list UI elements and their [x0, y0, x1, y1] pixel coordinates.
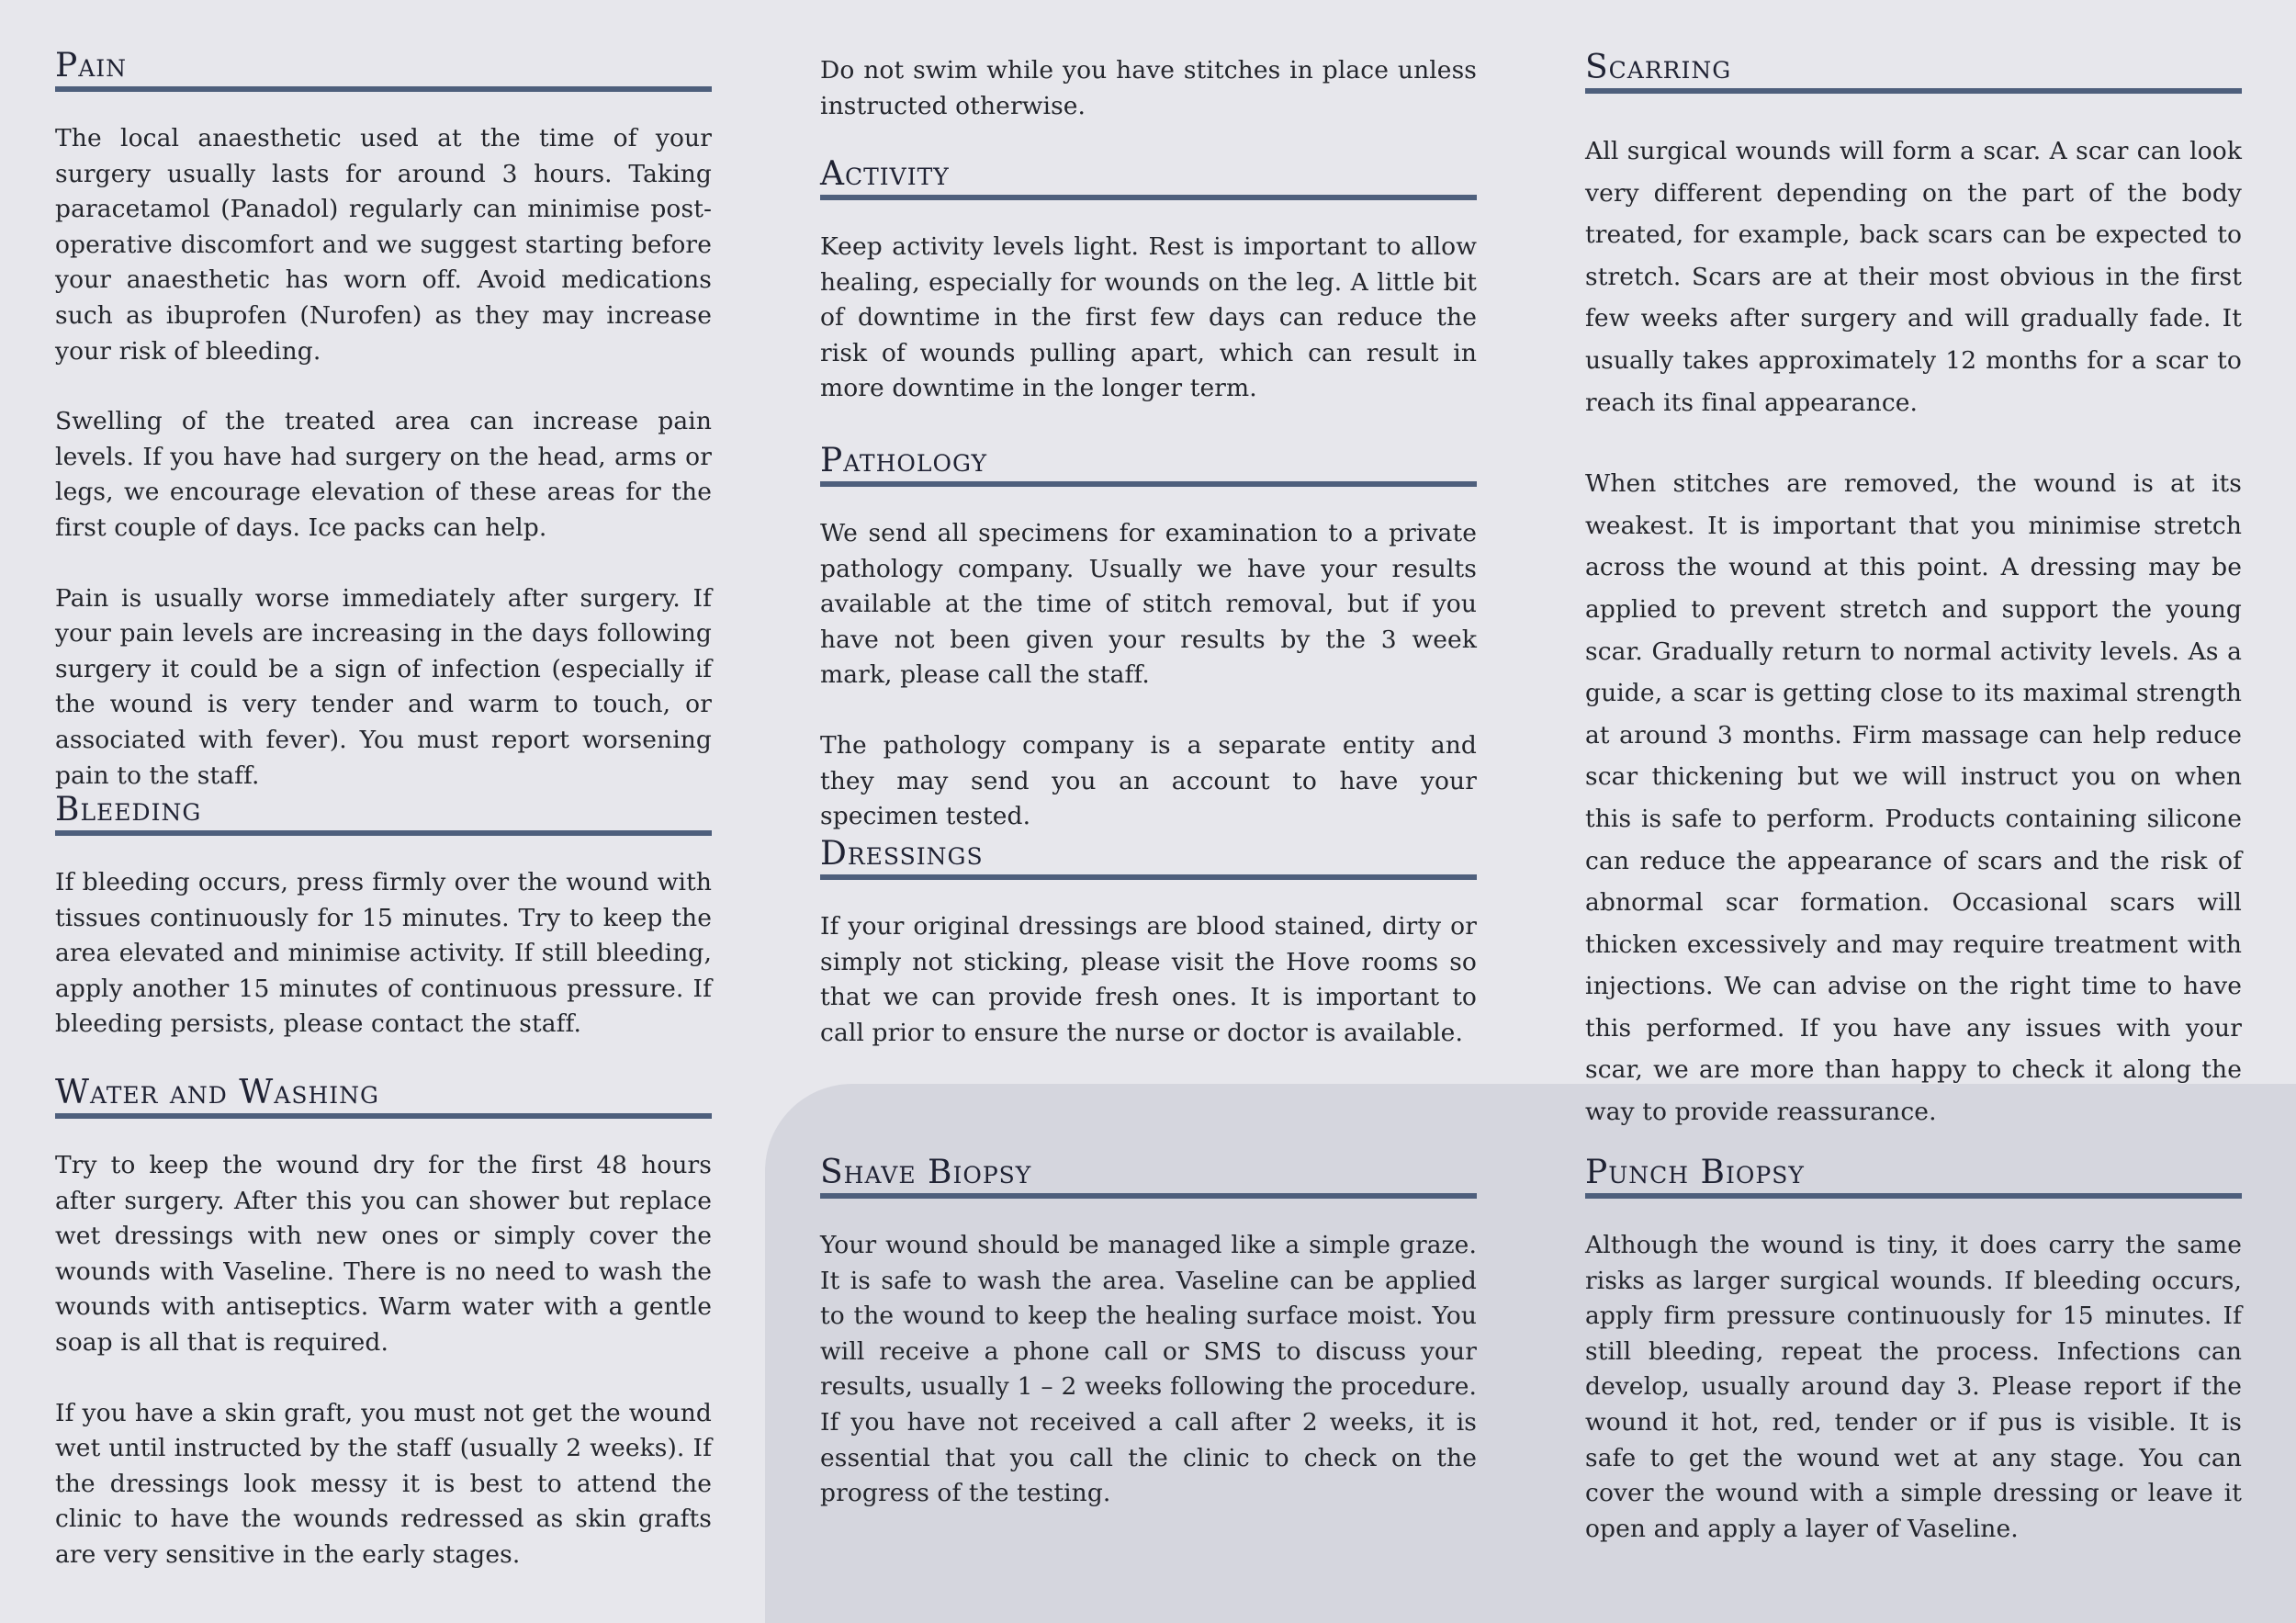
- activity-heading: Activity: [820, 154, 1477, 200]
- pathology-paragraph-2: The pathology company is a separate entity and they may send you an account to have your specimen tested.: [820, 730, 1477, 831]
- section-punch-biopsy: [1585, 1153, 2242, 1547]
- section-pain: [55, 46, 712, 794]
- bleeding-heading: Bleeding: [55, 790, 712, 836]
- dressings-heading: Dressings: [820, 834, 1477, 880]
- pathology-heading: Pathology: [820, 441, 1477, 487]
- bleeding-paragraph: If bleeding occurs, press firmly over the wound with tissues continuously for 15 minutes. Try to keep the area elevated and minimise activity. If still bleeding, apply another 15 minutes of continuous pressure. If bleeding persists, please contact the staff.: [55, 868, 712, 1039]
- pain-paragraph-1: The local anaesthetic used at the time of your surgery usually lasts for around 3 hours. Taking paracetamol (Panadol) regularly can minimise post-operative discomfort and we suggest starting before your anaesthetic has worn off. Avoid medications such as ibuprofen (Nurofen) as they may increase your risk of bleeding.: [55, 124, 712, 366]
- water-heading: Water and Washing: [55, 1073, 712, 1119]
- punch-biopsy-heading: Punch Biopsy: [1585, 1153, 2242, 1199]
- section-scarring: [1585, 48, 2242, 1133]
- section-swimming: [820, 53, 1477, 124]
- section-water-and-washing: [55, 1073, 712, 1573]
- dressings-paragraph: If your original dressings are blood stained, dirty or simply not sticking, please visit the Hove rooms so that we can provide fresh ones. It is important to call prior to ensure the nurse or doctor is available.: [820, 912, 1477, 1047]
- scarring-paragraph-1: All surgical wounds will form a scar. A scar can look very different depending on the part of the body treated, for example, back scars can be expected to stretch. Scars are at their most obvious in the first few weeks after surgery and will gradually fade. It usually takes approximately 12 months for a scar to reach its final appearance.: [1585, 137, 2242, 417]
- section-bleeding: [55, 790, 712, 1043]
- swim-paragraph: Do not swim while you have stitches in place unless instructed otherwise.: [820, 56, 1477, 120]
- scarring-paragraph-2: When stitches are removed, the wound is at its weakest. It is important that you minimise stretch across the wound at this point. A dressing may be applied to prevent stretch and support the young scar. Gradually return to normal activity levels. As a guide, a scar is getting close to its maximal strength at around 3 months. Firm massage can help reduce scar thickening but we will instruct you on when this is safe to perform. Products containing silicone can reduce the appearance of scars and the risk of abnormal scar formation. Occasional scars will thicken excessively and may require treatment with injections. We can advise on the right time to have this performed. If you have any issues with your scar, we are more than happy to check it along the way to provide reassurance.: [1585, 469, 2242, 1127]
- scarring-heading: Scarring: [1585, 48, 2242, 94]
- pain-paragraph-3: Pain is usually worse immediately after surgery. If your pain levels are increasing in the days following surgery it could be a sign of infection (especially if the wound is very tender and warm to touch, or associated with fever). You must report worsening pain to the staff.: [55, 583, 712, 790]
- water-paragraph-2: If you have a skin graft, you must not get the wound wet until instructed by the staff (usually 2 weeks). If the dressings look messy it is best to attend the clinic to have the wounds redressed as skin grafts are very sensitive in the early stages.: [55, 1398, 712, 1569]
- pain-paragraph-2: Swelling of the treated area can increase pain levels. If you have had surgery on the head, arms or legs, we encourage elevation of these areas for the first couple of days. Ice packs can help.: [55, 407, 712, 542]
- section-activity: [820, 154, 1477, 407]
- section-dressings: [820, 834, 1477, 1051]
- section-pathology: [820, 441, 1477, 835]
- section-shave-biopsy: [820, 1153, 1477, 1512]
- water-paragraph-1: Try to keep the wound dry for the first 48 hours after surgery. After this you can shower but replace wet dressings with new ones or simply cover the wounds with Vaseline. There is no need to wash the wounds with antiseptics. Warm water with a gentle soap is all that is required.: [55, 1151, 712, 1357]
- shave-biopsy-paragraph: Your wound should be managed like a simple graze. It is safe to wash the area. Vaseline can be applied to the wound to keep the healing surface moist. You will receive a phone call or SMS to discuss your results, usually 1 – 2 weeks following the procedure. If you have not received a call after 2 weeks, it is essential that you call the clinic to check on the progress of the testing.: [820, 1231, 1477, 1508]
- activity-paragraph: Keep activity levels light. Rest is important to allow healing, especially for wounds on the leg. A little bit of downtime in the first few days can reduce the risk of wounds pulling apart, which can result in more downtime in the longer term.: [820, 232, 1477, 403]
- shave-biopsy-heading: Shave Biopsy: [820, 1153, 1477, 1199]
- pathology-paragraph-1: We send all specimens for examination to a private pathology company. Usually we have your results available at the time of stitch removal, but if you have not been given your results by the 3 week mark, please call the staff.: [820, 519, 1477, 690]
- punch-biopsy-paragraph: Although the wound is tiny, it does carry the same risks as larger surgical wounds. If bleeding occurs, apply firm pressure continuously for 15 minutes. If still bleeding, repeat the process. Infections can develop, usually around day 3. Please report if the wound it hot, red, tender or if pus is visible. It is safe to get the wound wet at any stage. You can cover the wound with a simple dressing or leave it open and apply a layer of Vaseline.: [1585, 1231, 2242, 1543]
- pain-heading: Pain: [55, 46, 712, 92]
